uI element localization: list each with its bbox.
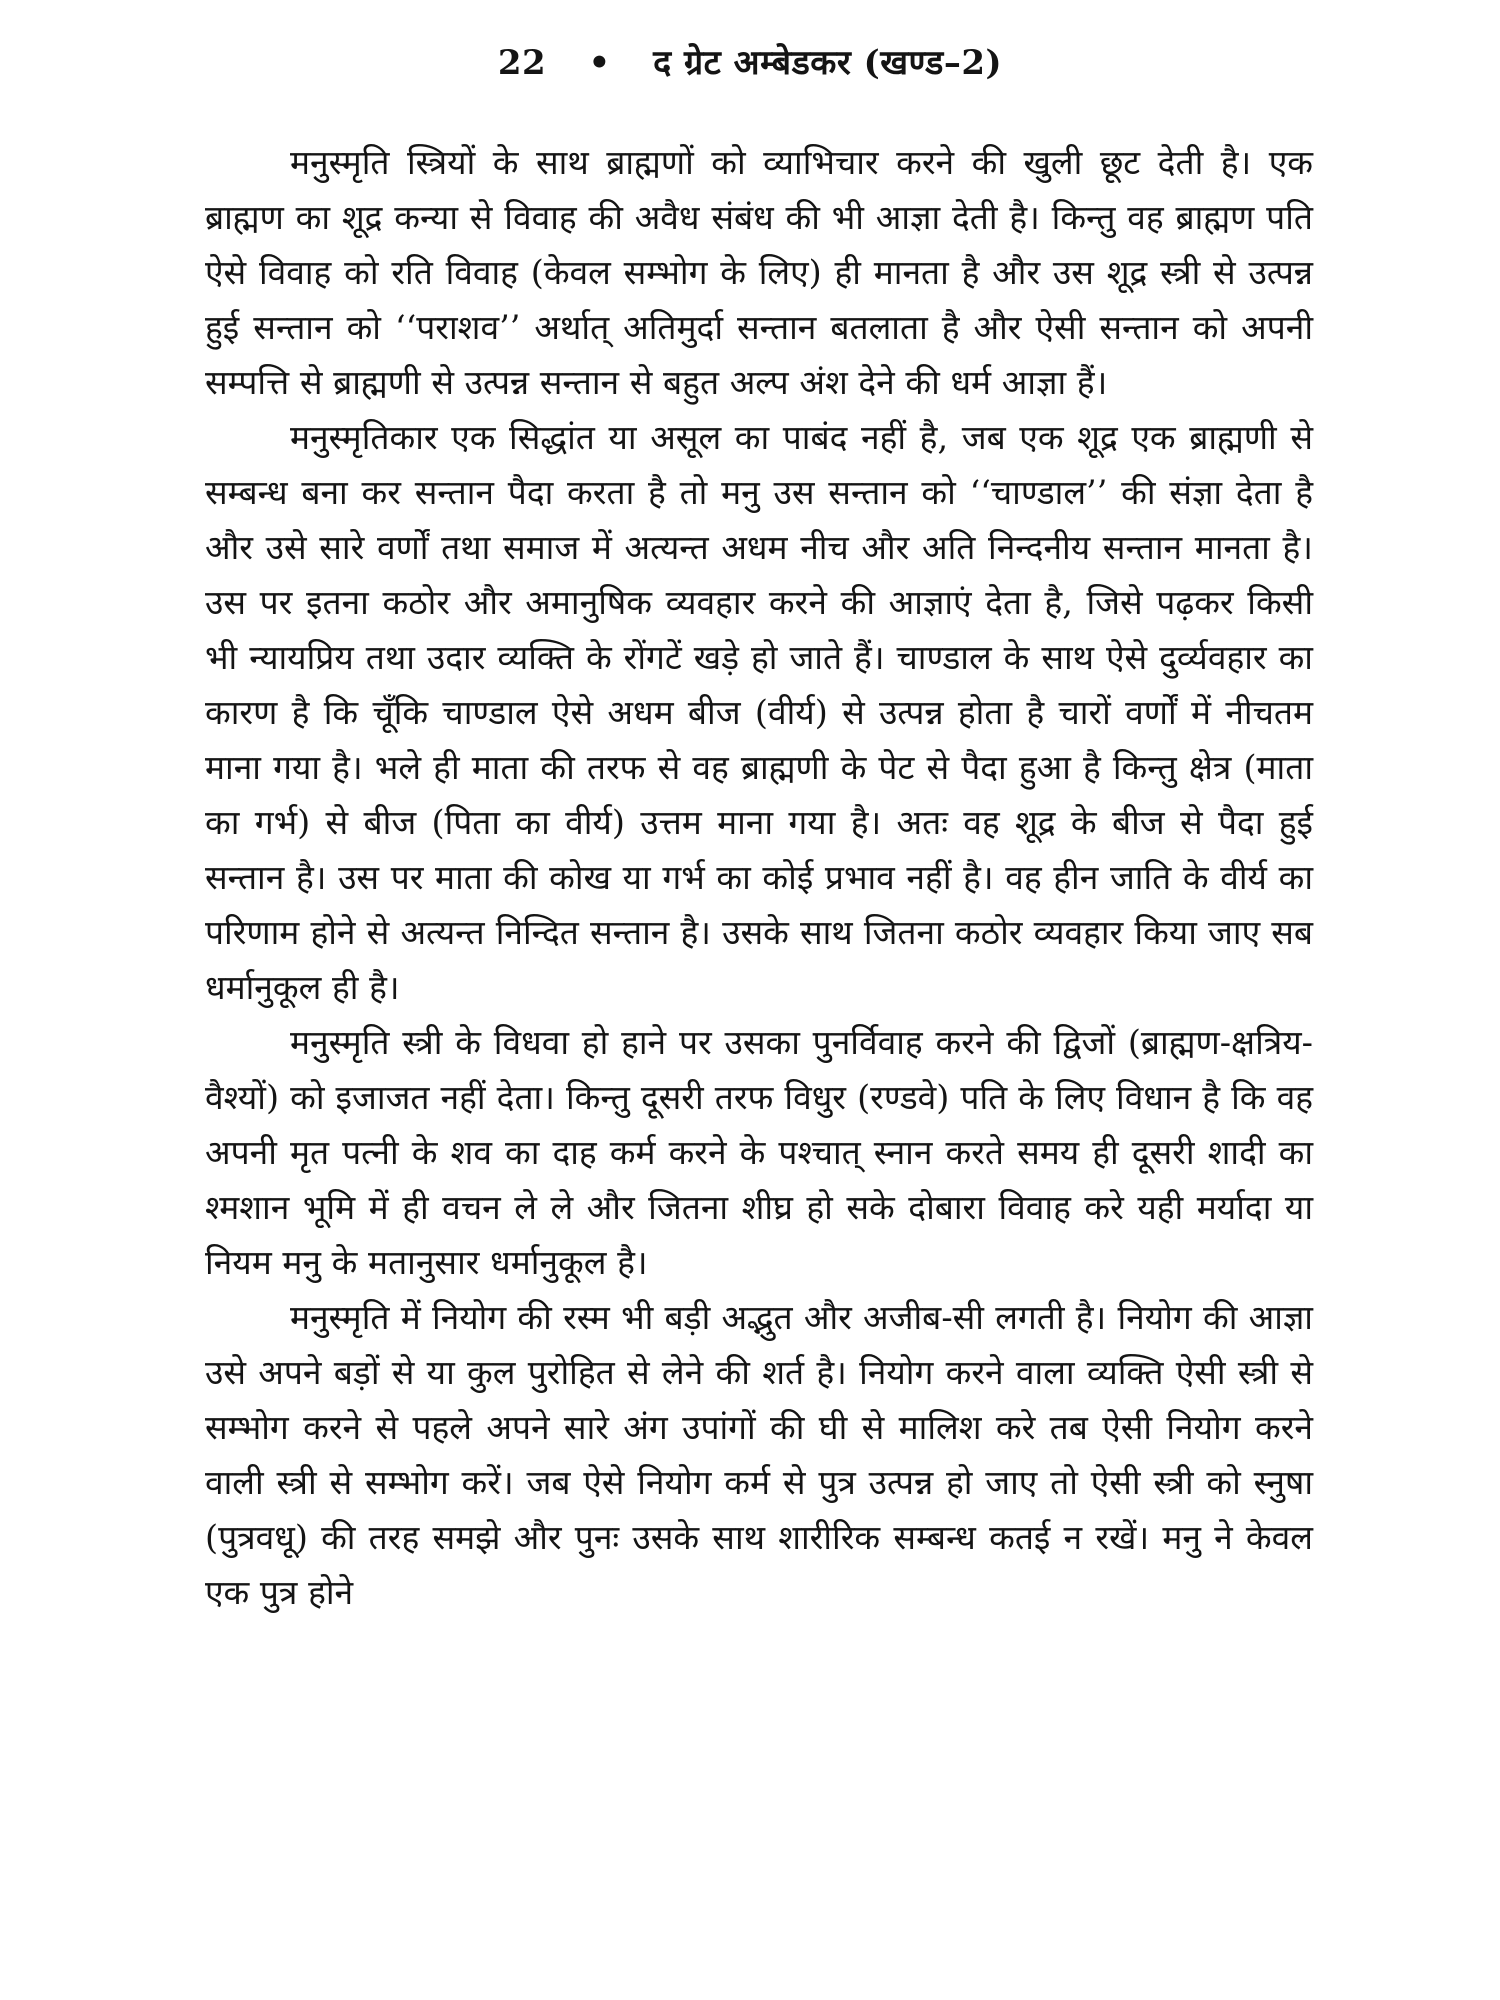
header-separator: • xyxy=(588,43,611,83)
paragraph-3: मनुस्मृति स्त्री के विधवा हो हाने पर उसका पुनर्विवाह करने की द्विजों (ब्राह्मण-क्षत्रिय-वैश्यों) को इजाजत नहीं देता। किन्तु दूसरी तरफ विधुर (रण्डवे) पति के लिए विधान है कि वह अपनी मृत पत्नी के शव का दाह कर्म करने के पश्चात् स्नान करते समय ही दूसरी शादी का श्मशान भूमि में ही वचन ले ले और जितना शीघ्र हो सके दोबारा विवाह करे यही मर्यादा या नियम मनु के मतानुसार धर्मानुकूल है। xyxy=(205,1023,1313,1282)
paragraph-1: मनुस्मृति स्त्रियों के साथ ब्राह्मणों को व्याभिचार करने की खुली छूट देती है। एक ब्राह्मण का शूद्र कन्या से विवाह की अवैध संबंध की भी आज्ञा देती है। किन्तु वह ब्राह्मण पति ऐसे विवाह को रति विवाह (केवल सम्भोग के लिए) ही मानता है और उस शूद्र स्त्री से उत्पन्न हुई सन्तान को ‘‘पराशव’’ अर्थात् अतिमुर्दा सन्तान बतलाता है और ऐसी सन्तान को अपनी सम्पत्ति से ब्राह्मणी से उत्पन्न सन्तान से बहुत अल्प अंश देने की धर्म आज्ञा हैं। xyxy=(205,143,1313,402)
page-number: 22 xyxy=(497,43,547,83)
paragraph-2: मनुस्मृतिकार एक सिद्धांत या असूल का पाबंद नहीं है, जब एक शूद्र एक ब्राह्मणी से सम्बन्ध बना कर सन्तान पैदा करता है तो मनु उस सन्तान को ‘‘चाण्डाल’’ की संज्ञा देता है और उसे सारे वर्णों तथा समाज में अत्यन्त अधम नीच और अति निन्दनीय सन्तान मानता है। उस पर इतना कठोर और अमानुषिक व्यवहार करने की आज्ञाएं देता है, जिसे पढ़कर किसी भी न्यायप्रिय तथा उदार व्यक्ति के रोंगटें खड़े हो जाते हैं। चाण्डाल के साथ ऐसे दुर्व्यवहार का कारण है कि चूँकि चाण्डाल ऐसे अधम बीज (वीर्य) से उत्पन्न होता है चारों वर्णों में नीचतम माना गया है। भले ही माता की तरफ से वह ब्राह्मणी के पेट से पैदा हुआ है किन्तु क्षेत्र (माता का गर्भ) से बीज (पिता का वीर्य) उत्तम माना गया है। अतः वह शूद्र के बीज से पैदा हुई सन्तान है। उस पर माता की कोख या गर्भ का कोई प्रभाव नहीं है। वह हीन जाति के वीर्य का परिणाम होने से अत्यन्त निन्दित सन्तान है। उसके साथ जितना कठोर व्यवहार किया जाए सब धर्मानुकूल ही है। xyxy=(205,418,1313,1007)
book-title: द ग्रेट अम्बेडकर (खण्ड–2) xyxy=(653,43,1003,83)
paragraph-4: मनुस्मृति में नियोग की रस्म भी बड़ी अद्भुत और अजीब-सी लगती है। नियोग की आज्ञा उसे अपने बड़ों से या कुल पुरोहित से लेने की शर्त है। नियोग करने वाला व्यक्ति ऐसी स्त्री से सम्भोग करने से पहले अपने सारे अंग उपांगों की घी से मालिश करे तब ऐसी नियोग करने वाली स्त्री से सम्भोग करें। जब ऐसे नियोग कर्म से पुत्र उत्पन्न हो जाए तो ऐसी स्त्री को स्नुषा (पुत्रवधू) की तरह समझे और पुनः उसके साथ शारीरिक सम्बन्ध कतई न रखें। मनु ने केवल एक पुत्र होने xyxy=(205,1298,1313,1612)
running-header xyxy=(0,38,1500,84)
body-text xyxy=(205,135,1313,1620)
